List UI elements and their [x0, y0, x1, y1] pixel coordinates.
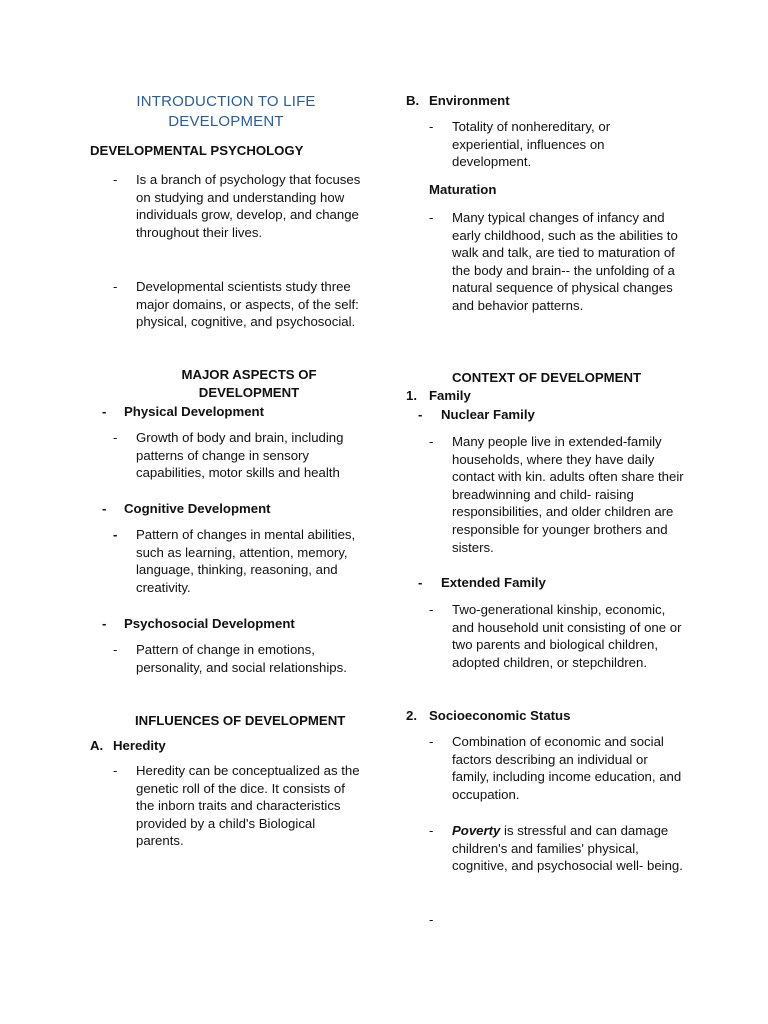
- heredity-heading: Heredity: [113, 738, 166, 753]
- ses-marker: 2.: [406, 708, 417, 723]
- bullet-dash: -: [429, 119, 434, 134]
- influences-heading: INFLUENCES OF DEVELOPMENT: [135, 713, 346, 728]
- dev-psych-bullet-1: Is a branch of psychology that focuses on studying and understanding how individuals grow, develop, and change throughout their lives.: [136, 172, 361, 240]
- nuclear-text: Many people live in extended-family households, where they have daily contact with kin. adults often share their breadwinning and child- raising responsibilities, and older children are responsible for younger brothers and sisters.: [452, 434, 684, 555]
- bullet-dash: -: [418, 407, 423, 422]
- major-aspects-heading: MAJOR ASPECTS OF DEVELOPMENT: [181, 367, 317, 400]
- maturation-text: Many typical changes of infancy and early childhood, such as the abilities to walk and talk, are tied to maturation of the body and brain-- the unfolding of a natural sequence of physical changes and behavior patterns.: [452, 210, 678, 313]
- cognitive-text: Pattern of changes in mental abilities, such as learning, attention, memory, language, thinking, reasoning, and creativity.: [136, 527, 356, 595]
- maturation-heading: Maturation: [429, 182, 497, 197]
- bullet-dash: -: [418, 575, 423, 590]
- dev-psych-bullet-2: Developmental scientists study three major domains, or aspects, of the self: physical, cognitive, and psychosocial.: [136, 279, 359, 330]
- extended-text: Two-generational kinship, economic, and household unit consisting of one or two parents and biological children, adopted children, or stepchildren.: [452, 602, 682, 670]
- family-marker: 1.: [406, 388, 417, 403]
- bullet-dash: -: [429, 912, 434, 927]
- poverty-text-block: [452, 822, 684, 875]
- cognitive-heading: Cognitive Development: [124, 501, 271, 516]
- context-heading: CONTEXT OF DEVELOPMENT: [452, 370, 642, 385]
- bullet-dash: -: [429, 434, 434, 449]
- bullet-dash: -: [113, 642, 118, 657]
- bullet-dash: -: [113, 172, 118, 187]
- environment-heading: Environment: [429, 93, 510, 108]
- bullet-dash: -: [102, 404, 107, 419]
- bullet-dash: -: [113, 527, 118, 542]
- bullet-dash: -: [113, 430, 118, 445]
- dev-psych-heading: DEVELOPMENTAL PSYCHOLOGY: [90, 143, 304, 158]
- environment-text: Totality of nonhereditary, or experiential, influences on development.: [452, 119, 611, 170]
- heredity-text: Heredity can be conceptualized as the genetic roll of the dice. It consists of the inborn traits and characteristics provided by a child's Biological parents.: [136, 763, 360, 849]
- poverty-text: is stressful and can damage children's and families' physical, cognitive, and psychosocial well- being.: [452, 823, 683, 874]
- psychosocial-heading: Psychosocial Development: [124, 616, 295, 631]
- physical-heading: Physical Development: [124, 404, 264, 419]
- bullet-dash: -: [102, 501, 107, 516]
- page-title: INTRODUCTION TO LIFE DEVELOPMENT: [136, 93, 316, 130]
- heredity-marker: A.: [90, 738, 104, 753]
- psychosocial-text: Pattern of change in emotions, personality, and social relationships.: [136, 642, 347, 675]
- bullet-dash: -: [429, 734, 434, 749]
- poverty-word: Poverty: [452, 823, 501, 838]
- physical-text: Growth of body and brain, including patterns of change in sensory capabilities, motor skills and health: [136, 430, 344, 481]
- bullet-dash: -: [429, 602, 434, 617]
- bullet-dash: -: [429, 823, 434, 838]
- family-heading: Family: [429, 388, 471, 403]
- bullet-dash: -: [102, 616, 107, 631]
- ses-text: Combination of economic and social factors describing an individual or family, including income education, and occupation.: [452, 734, 682, 802]
- bullet-dash: -: [113, 763, 118, 778]
- nuclear-heading: Nuclear Family: [441, 407, 535, 422]
- ses-heading: Socioeconomic Status: [429, 708, 571, 723]
- bullet-dash: -: [113, 279, 118, 294]
- extended-heading: Extended Family: [441, 575, 546, 590]
- environment-marker: B.: [406, 93, 420, 108]
- bullet-dash: -: [429, 210, 434, 225]
